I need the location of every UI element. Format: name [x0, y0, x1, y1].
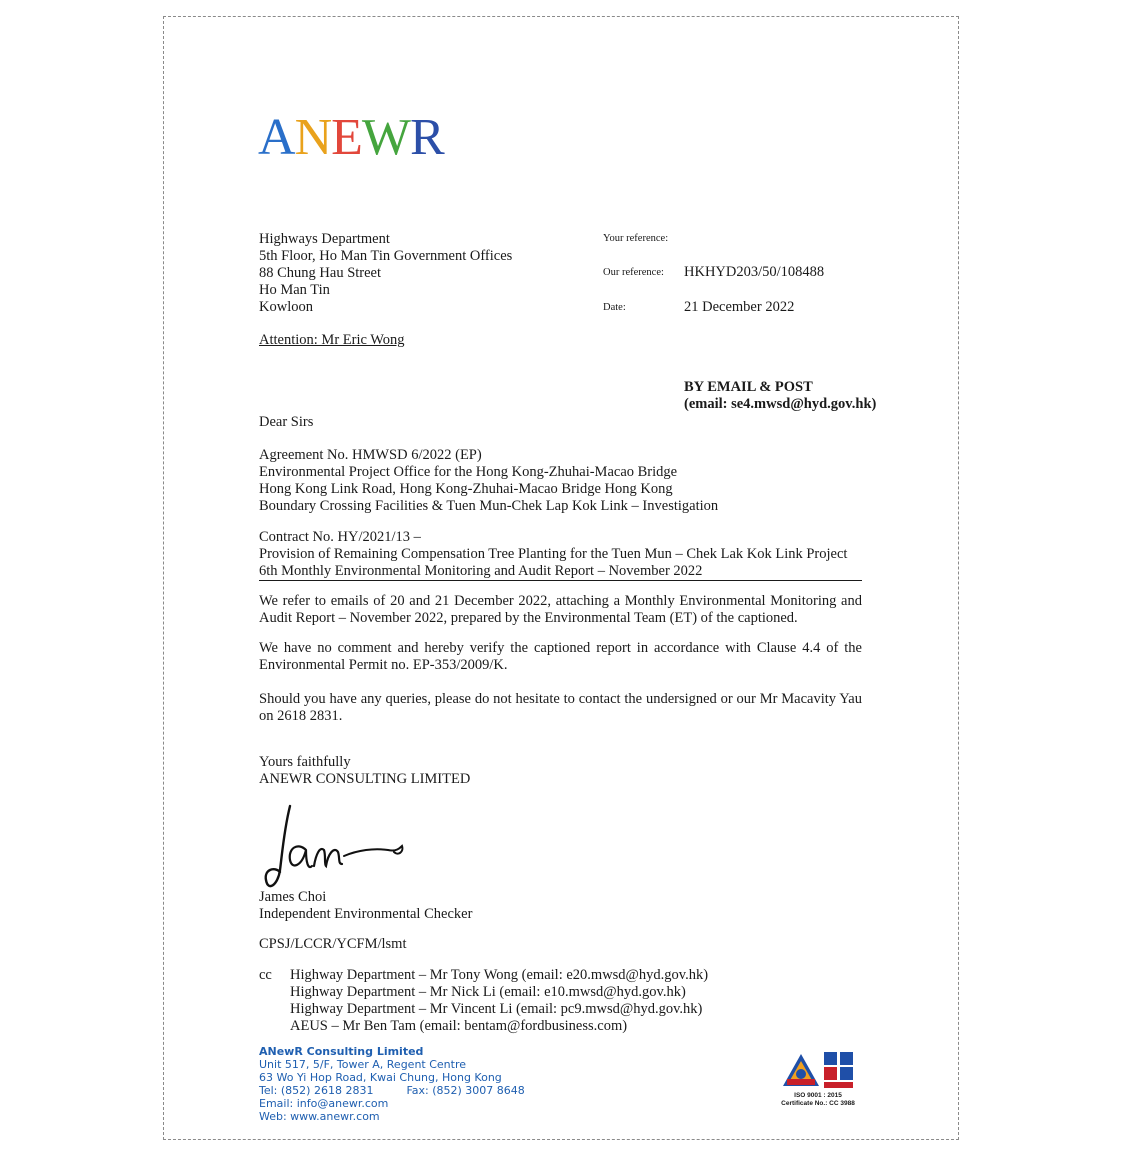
logo-letter: A: [258, 109, 295, 166]
our-reference-value: HKHYD203/50/108488: [684, 264, 825, 280]
hkqaa-certification-icon: [781, 1052, 821, 1088]
cc-list: [290, 967, 708, 1035]
recipient-line: 88 Chung Hau Street: [259, 265, 382, 281]
handwritten-signature: [262, 800, 412, 900]
logo-letter: N: [294, 109, 332, 166]
recipient-line: Kowloon: [259, 299, 313, 315]
contract-block: [259, 529, 862, 581]
logo-letter: W: [361, 109, 410, 166]
contract-report-title: 6th Monthly Environmental Monitoring and Audit Report – November 2022: [259, 563, 862, 581]
footer-address-line: Unit 517, 5/F, Tower A, Regent Centre: [259, 1058, 467, 1071]
cc-line: Highway Department – Mr Vincent Li (email: pc9.mwsd@hyd.gov.hk): [290, 1001, 703, 1017]
agreement-block: [259, 447, 718, 515]
paragraph-1: We refer to emails of 20 and 21 December 2022, attaching a Monthly Environmental Monitoring and Audit Report – November 2022, prepared by the Environmental Team (ET) of the captioned.: [259, 593, 862, 626]
footer-phone-row: [259, 1084, 525, 1097]
footer-tel: Tel: (852) 2618 2831: [259, 1084, 374, 1097]
paragraph-3: Should you have any queries, please do not hesitate to contact the undersigned or our Mr Macavity Yau on 2618 2831.: [259, 691, 862, 724]
agreement-line: Hong Kong Link Road, Hong Kong-Zhuhai-Macao Bridge Hong Kong: [259, 481, 673, 497]
recipient-address: [259, 231, 512, 316]
agreement-line: Boundary Crossing Facilities & Tuen Mun-Chek Lap Kok Link – Investigation: [259, 498, 719, 514]
reference-initials: CPSJ/LCCR/YCFM/lsmt: [259, 936, 407, 952]
footer-fax: Fax: (852) 3007 8648: [406, 1084, 525, 1097]
footer-company-name: ANewR Consulting Limited: [259, 1045, 424, 1058]
logo-letter: R: [409, 109, 444, 166]
paragraph-2: We have no comment and hereby verify the captioned report in accordance with Clause 4.4 of the Environmental Permit no. EP-353/2009/K.: [259, 640, 862, 673]
signatory-title: Independent Environmental Checker: [259, 906, 473, 922]
recipient-line: Ho Man Tin: [259, 282, 330, 298]
certificate-number: Certificate No.: CC 3988: [781, 1100, 855, 1107]
delivery-method: BY EMAIL & POST: [684, 379, 813, 395]
date-label: Date:: [603, 302, 626, 313]
salutation: Dear Sirs: [259, 414, 314, 430]
contract-line: Provision of Remaining Compensation Tree Planting for the Tuen Mun – Chek Lak Kok Link Project: [259, 546, 848, 562]
footer-email[interactable]: Email: info@anewr.com: [259, 1097, 389, 1110]
our-reference-label: Our reference:: [603, 267, 664, 278]
valediction: Yours faithfully: [259, 754, 351, 770]
your-reference-label: Your reference:: [603, 233, 669, 244]
company-logo: [258, 109, 444, 166]
hkrs-certification-icon: [822, 1050, 856, 1090]
logo-letter: E: [331, 109, 362, 166]
closing-company: ANEWR CONSULTING LIMITED: [259, 771, 471, 787]
signatory-name: James Choi: [259, 889, 327, 905]
agreement-line: Environmental Project Office for the Hong Kong-Zhuhai-Macao Bridge: [259, 464, 678, 480]
iso-standard-label: ISO 9001 : 2015: [794, 1092, 842, 1099]
attention-line: Attention: Mr Eric Wong: [259, 332, 405, 348]
footer-contact: [259, 1045, 525, 1123]
contract-line: Contract No. HY/2021/13 –: [259, 529, 421, 545]
agreement-line: Agreement No. HMWSD 6/2022 (EP): [259, 447, 482, 463]
cc-line: Highway Department – Mr Tony Wong (email: e20.mwsd@hyd.gov.hk): [290, 967, 709, 983]
recipient-line: Highways Department: [259, 231, 390, 247]
recipient-line: 5th Floor, Ho Man Tin Government Offices: [259, 248, 513, 264]
date-value: 21 December 2022: [684, 299, 795, 315]
footer-address-line: 63 Wo Yi Hop Road, Kwai Chung, Hong Kong: [259, 1071, 502, 1084]
footer-web[interactable]: Web: www.anewr.com: [259, 1110, 380, 1123]
cc-line: Highway Department – Mr Nick Li (email: e10.mwsd@hyd.gov.hk): [290, 984, 686, 1000]
cc-line: AEUS – Mr Ben Tam (email: bentam@fordbusiness.com): [290, 1018, 628, 1034]
cc-label: cc: [259, 967, 272, 983]
delivery-email: (email: se4.mwsd@hyd.gov.hk): [684, 396, 877, 412]
